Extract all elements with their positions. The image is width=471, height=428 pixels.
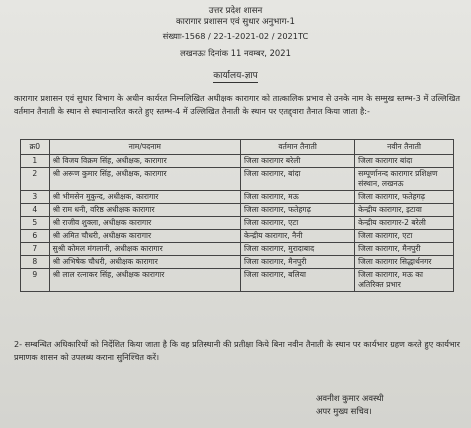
table-header-row	[21, 140, 454, 155]
table-row	[21, 217, 454, 230]
header-serial: क्र0	[21, 140, 50, 155]
table-row	[21, 269, 454, 292]
cell-name: श्री राम धनी, वरिष्ठ अधीक्षक कारागार	[49, 204, 240, 217]
cell-new-posting: जिला कारागार बांदा	[355, 155, 454, 168]
cell-serial: 3	[21, 191, 50, 204]
cell-new-posting: जिला कारागार, एटा	[355, 230, 454, 243]
cell-serial: 7	[21, 243, 50, 256]
cell-name: श्री अमित चौधरी, अधीक्षक कारागार	[49, 230, 240, 243]
cell-current-posting: जिला कारागार, बांदा	[241, 168, 355, 191]
cell-new-posting: जिला कारागार, मैनपुरी	[355, 243, 454, 256]
cell-serial: 2	[21, 168, 50, 191]
cell-new-posting: केन्द्रीय कारागार-2 बरेली	[355, 217, 454, 230]
cell-name: श्री विजय विक्रम सिंह, अधीक्षक, कारागार	[49, 155, 240, 168]
cell-serial: 1	[21, 155, 50, 168]
cell-new-posting: सम्पूर्णानन्द कारागार प्रशिक्षण संस्थान, लखनऊ	[355, 168, 454, 191]
office-memo-title-text: कार्यालय-ज्ञाप	[213, 71, 258, 81]
cell-serial: 4	[21, 204, 50, 217]
table-row	[21, 230, 454, 243]
header-current-posting: वर्तमान तैनाती	[241, 140, 355, 155]
table-row	[21, 155, 454, 168]
cell-name: श्री अरूण कुमार सिंह, अधीक्षक, कारागार	[49, 168, 240, 191]
table-row	[21, 204, 454, 217]
header-state: उत्तर प्रदेश शासन	[208, 6, 263, 16]
header-department: कारागार प्रशासन एवं सुधार अनुभाग-1	[176, 17, 295, 27]
cell-new-posting: जिला कारागार, मऊ का अतिरिक्त प्रभार	[355, 269, 454, 292]
signatory-designation: अपर मुख्य सचिव।	[316, 406, 372, 416]
cell-current-posting: जिला कारागार, बलिया	[241, 269, 355, 292]
signatory-name: अवनीश कुमार अवस्थी	[316, 393, 384, 403]
header-date: लखनऊः दिनांक 11 नवम्बर, 2021	[180, 48, 291, 58]
cell-serial: 5	[21, 217, 50, 230]
cell-new-posting: केन्द्रीय कारागार, इटावा	[355, 204, 454, 217]
table-row	[21, 256, 454, 269]
cell-name: श्री अभिषेक चौधरी, अधीक्षक कारागार	[49, 256, 240, 269]
header-name: नाम/पदनाम	[49, 140, 240, 155]
header-new-posting: नवीन तैनाती	[355, 140, 454, 155]
cell-current-posting: जिला कारागार, एटा	[241, 217, 355, 230]
table-row	[21, 191, 454, 204]
cell-serial: 9	[21, 269, 50, 292]
cell-new-posting: जिला कारागार सिद्धार्थनगर	[355, 256, 454, 269]
cell-current-posting: जिला कारागार, मुरादाबाद	[241, 243, 355, 256]
cell-name: श्री राजीव शुक्ला, अधीक्षक कारागार	[49, 217, 240, 230]
cell-name: सुश्री कोमल मंगलानी, अधीक्षक कारागार	[49, 243, 240, 256]
cell-serial: 8	[21, 256, 50, 269]
cell-name: श्री भीमसेन मुकुन्द, अधीक्षक, कारागार	[49, 191, 240, 204]
cell-current-posting: जिला कारागार, मऊ	[241, 191, 355, 204]
cell-current-posting: जिला कारागार, मैनपुरी	[241, 256, 355, 269]
table-row	[21, 168, 454, 191]
intro-paragraph: कारागार प्रशासन एवं सुधार विभाग के अधीन कार्यरत निम्नलिखित अधीक्षक कारागार को तात्कालिक प्रभाव से उनके नाम के सम्मुख स्तम्भ-3 में उल्लिखित वर्तमान तैनाती के स्थान से स्थानान्तरित करते हुए स्तम्भ-4 में उल्लिखित तैनाती के स्थान पर एतद्द्वारा तैनात किया जाता है:-	[14, 93, 460, 116]
office-memo-title	[0, 68, 471, 81]
cell-current-posting: जिला कारागार, फतेहगढ़	[241, 204, 355, 217]
cell-current-posting: जिला कारागार बरेली	[241, 155, 355, 168]
transfer-table	[20, 139, 454, 292]
cell-current-posting: केन्द्रीय कारागार, नैनी	[241, 230, 355, 243]
header-reference-number: संख्याः-1568 / 22-1-2021-02 / 2021TC	[162, 31, 309, 41]
cell-new-posting: जिला कारागार, फतेहगढ़	[355, 191, 454, 204]
closing-paragraph: 2- सम्बन्धित अधिकारियों को निर्देशित किया जाता है कि वह प्रतिस्थानी की प्रतीक्षा किये बिना नवीन तैनाती के स्थान पर कार्यभार ग्रहण करते हुए कार्यभार प्रमाणक शासन को उपलब्ध कराना सुनिश्चित करें।	[14, 339, 460, 362]
cell-serial: 6	[21, 230, 50, 243]
table-row	[21, 243, 454, 256]
cell-name: श्री लाल रत्नाकर सिंह, अधीक्षक कारागार	[49, 269, 240, 292]
